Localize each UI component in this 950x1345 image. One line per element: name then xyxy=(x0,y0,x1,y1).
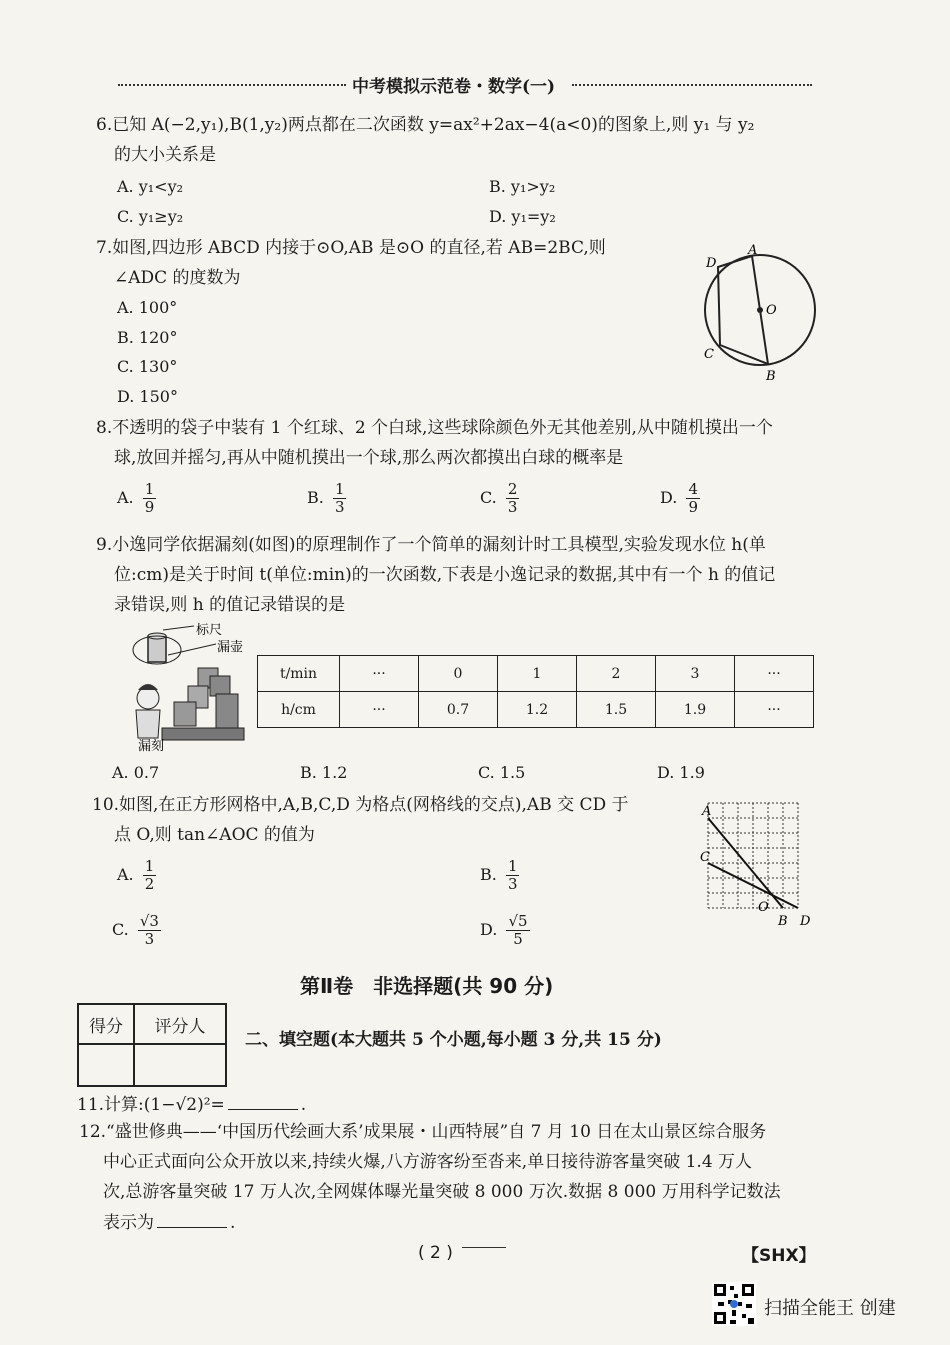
page-header-title: 中考模拟示范卷・数学(一) xyxy=(352,77,556,97)
grid-lines xyxy=(708,803,798,908)
q6-stem-line1: 6.已知 A(−2,y₁),B(1,y₂)两点都在二次函数 y=ax²+2ax−4(a<0)的图象上,则 y₁ 与 y₂ xyxy=(96,115,755,135)
q7-option-b: B. 120° xyxy=(117,328,178,347)
q9-stem-line2: 位:cm)是关于时间 t(单位:min)的一次函数,下表是小逸记录的数据,其中有一个 h 的值记 xyxy=(114,565,776,585)
page-number-rule xyxy=(462,1247,506,1248)
score-cell xyxy=(78,1044,134,1086)
label-b: B xyxy=(766,369,776,384)
grader-cell xyxy=(134,1044,226,1086)
q7-stem-line1: 7.如图,四边形 ABCD 内接于⊙O,AB 是⊙O 的直径,若 AB=2BC,则 xyxy=(96,238,606,258)
q12-line3: 次,总游客量突破 17 万人次,全网媒体曝光量突破 8 000 万次.数据 8 000 万用科学记数法 xyxy=(103,1182,781,1202)
q9-option-c: C. 1.5 xyxy=(478,763,526,782)
q8-option-a: A. $\frac{1}{9}$ xyxy=(117,480,155,516)
table-cell: h/cm xyxy=(258,692,340,728)
table-row-t xyxy=(258,656,814,692)
header-rule-left xyxy=(118,84,346,86)
table-cell: 1.9 xyxy=(656,692,735,728)
label-o: O xyxy=(766,303,777,318)
q9-stem-line1: 9.小逸同学依据漏刻(如图)的原理制作了一个简单的漏刻计时工具模型,实验发现水位 h(单 xyxy=(96,535,766,555)
q10-option-b: B. $\frac{1}{3}$ xyxy=(480,857,518,893)
q10-stem-line1: 10.如图,在正方形网格中,A,B,C,D 为格点(网格线的交点),AB 交 CD 于 xyxy=(92,795,629,815)
q9-option-d: D. 1.9 xyxy=(657,763,705,782)
clepsydra-illustration xyxy=(128,620,253,755)
q9-option-a: A. 0.7 xyxy=(112,763,160,782)
q7-option-c: C. 130° xyxy=(117,357,178,376)
label-pot: 漏壶 xyxy=(217,640,244,655)
table-cell: 1 xyxy=(498,656,577,692)
q12-line4: 表示为 . xyxy=(103,1213,236,1233)
table-cell: 0.7 xyxy=(419,692,498,728)
vessel-2 xyxy=(210,676,230,696)
q12-line2: 中心正式面向公众开放以来,持续火爆,八方游客纷至沓来,单日接待游客量突破 1.4 万人 xyxy=(103,1152,753,1172)
q7-stem-line2: ∠ADC 的度数为 xyxy=(114,268,241,288)
q8-option-d: D. $\frac{4}{9}$ xyxy=(660,480,698,516)
q6-option-d: D. y₁=y₂ xyxy=(489,207,556,226)
q10-grid-figure xyxy=(690,795,820,935)
q8-option-b: B. $\frac{1}{3}$ xyxy=(307,480,345,516)
ruler-pot xyxy=(148,636,166,662)
q8-stem-line2: 球,放回并摇匀,再从中随机摸出一个球,那么两次都摸出白球的概率是 xyxy=(114,448,624,468)
grader-label: 评分人 xyxy=(134,1004,226,1044)
page-number: ( 2 ) xyxy=(418,1243,453,1263)
q6-option-c: C. y₁≥y₂ xyxy=(117,207,184,226)
table-cell: ··· xyxy=(735,656,814,692)
q6-stem-line2: 的大小关系是 xyxy=(114,145,216,165)
label-ruler: 标尺 xyxy=(196,623,223,638)
table-cell: ··· xyxy=(340,692,419,728)
q6-option-a: A. y₁<y₂ xyxy=(117,177,184,196)
label-d: D xyxy=(706,256,717,271)
label-clock: 漏刻 xyxy=(138,739,165,754)
q10-option-a: A. $\frac{1}{2}$ xyxy=(117,857,155,893)
q10-stem-line2: 点 O,则 tan∠AOC 的值为 xyxy=(114,825,315,845)
q10-option-d: D. $\frac{√5}{5}$ xyxy=(480,912,528,948)
child-head xyxy=(137,687,159,709)
label-c: C xyxy=(704,347,714,362)
q7-circle-figure xyxy=(690,240,830,390)
center-point xyxy=(757,307,763,313)
q9-stem-line3: 录错误,则 h 的值记录错误的是 xyxy=(114,595,346,615)
table-cell: 3 xyxy=(656,656,735,692)
label-a: A xyxy=(748,243,758,258)
answer-blank[interactable] xyxy=(228,1109,298,1110)
table-cell: ··· xyxy=(735,692,814,728)
table-cell: 2 xyxy=(577,656,656,692)
table-cell: 0 xyxy=(419,656,498,692)
vessel-5 xyxy=(216,694,238,730)
section-2-title: 第Ⅱ卷 非选择题(共 90 分) xyxy=(300,974,554,998)
table-row-h xyxy=(258,692,814,728)
label-c: C xyxy=(700,850,710,865)
q9-data-table xyxy=(257,655,814,728)
child-body xyxy=(136,710,160,738)
score-label: 得分 xyxy=(78,1004,134,1044)
q7-option-d: D. 150° xyxy=(117,387,178,406)
q12-line1: 12.“盛世修典——‘中国历代绘画大系’成果展・山西特展”自 7 月 10 日在太山景区综合服务 xyxy=(79,1122,767,1142)
q8-stem-line1: 8.不透明的袋子中装有 1 个红球、2 个白球,这些球除颜色外无其他差别,从中随机摸出一个 xyxy=(96,418,773,438)
section-2-heading: 二、填空题(本大题共 5 个小题,每小题 3 分,共 15 分) xyxy=(245,1030,662,1050)
base-platform xyxy=(162,728,244,740)
q10-option-c: C. $\frac{√3}{3}$ xyxy=(112,912,159,948)
label-o: O xyxy=(758,900,769,915)
label-a: A xyxy=(702,804,712,819)
table-cell: ··· xyxy=(340,656,419,692)
qr-code-icon xyxy=(712,1282,756,1326)
header-rule-right xyxy=(572,84,812,86)
q6-option-b: B. y₁>y₂ xyxy=(489,177,556,196)
q7-option-a: A. 100° xyxy=(117,298,178,317)
label-b: B xyxy=(778,914,788,929)
table-cell: 1.5 xyxy=(577,692,656,728)
label-d: D xyxy=(800,914,811,929)
q9-option-b: B. 1.2 xyxy=(300,763,348,782)
series-code: 【SHX】 xyxy=(742,1246,816,1266)
score-table xyxy=(77,1003,227,1087)
vessel-4 xyxy=(174,702,196,726)
q8-option-c: C. $\frac{2}{3}$ xyxy=(480,480,518,516)
segment-cd xyxy=(708,863,798,908)
answer-blank[interactable] xyxy=(157,1227,227,1228)
q11-stem: 11.计算:(1−√2)²= . xyxy=(77,1095,307,1115)
table-cell: t/min xyxy=(258,656,340,692)
table-cell: 1.2 xyxy=(498,692,577,728)
scanner-watermark: 扫描全能王 创建 xyxy=(764,1298,896,1319)
